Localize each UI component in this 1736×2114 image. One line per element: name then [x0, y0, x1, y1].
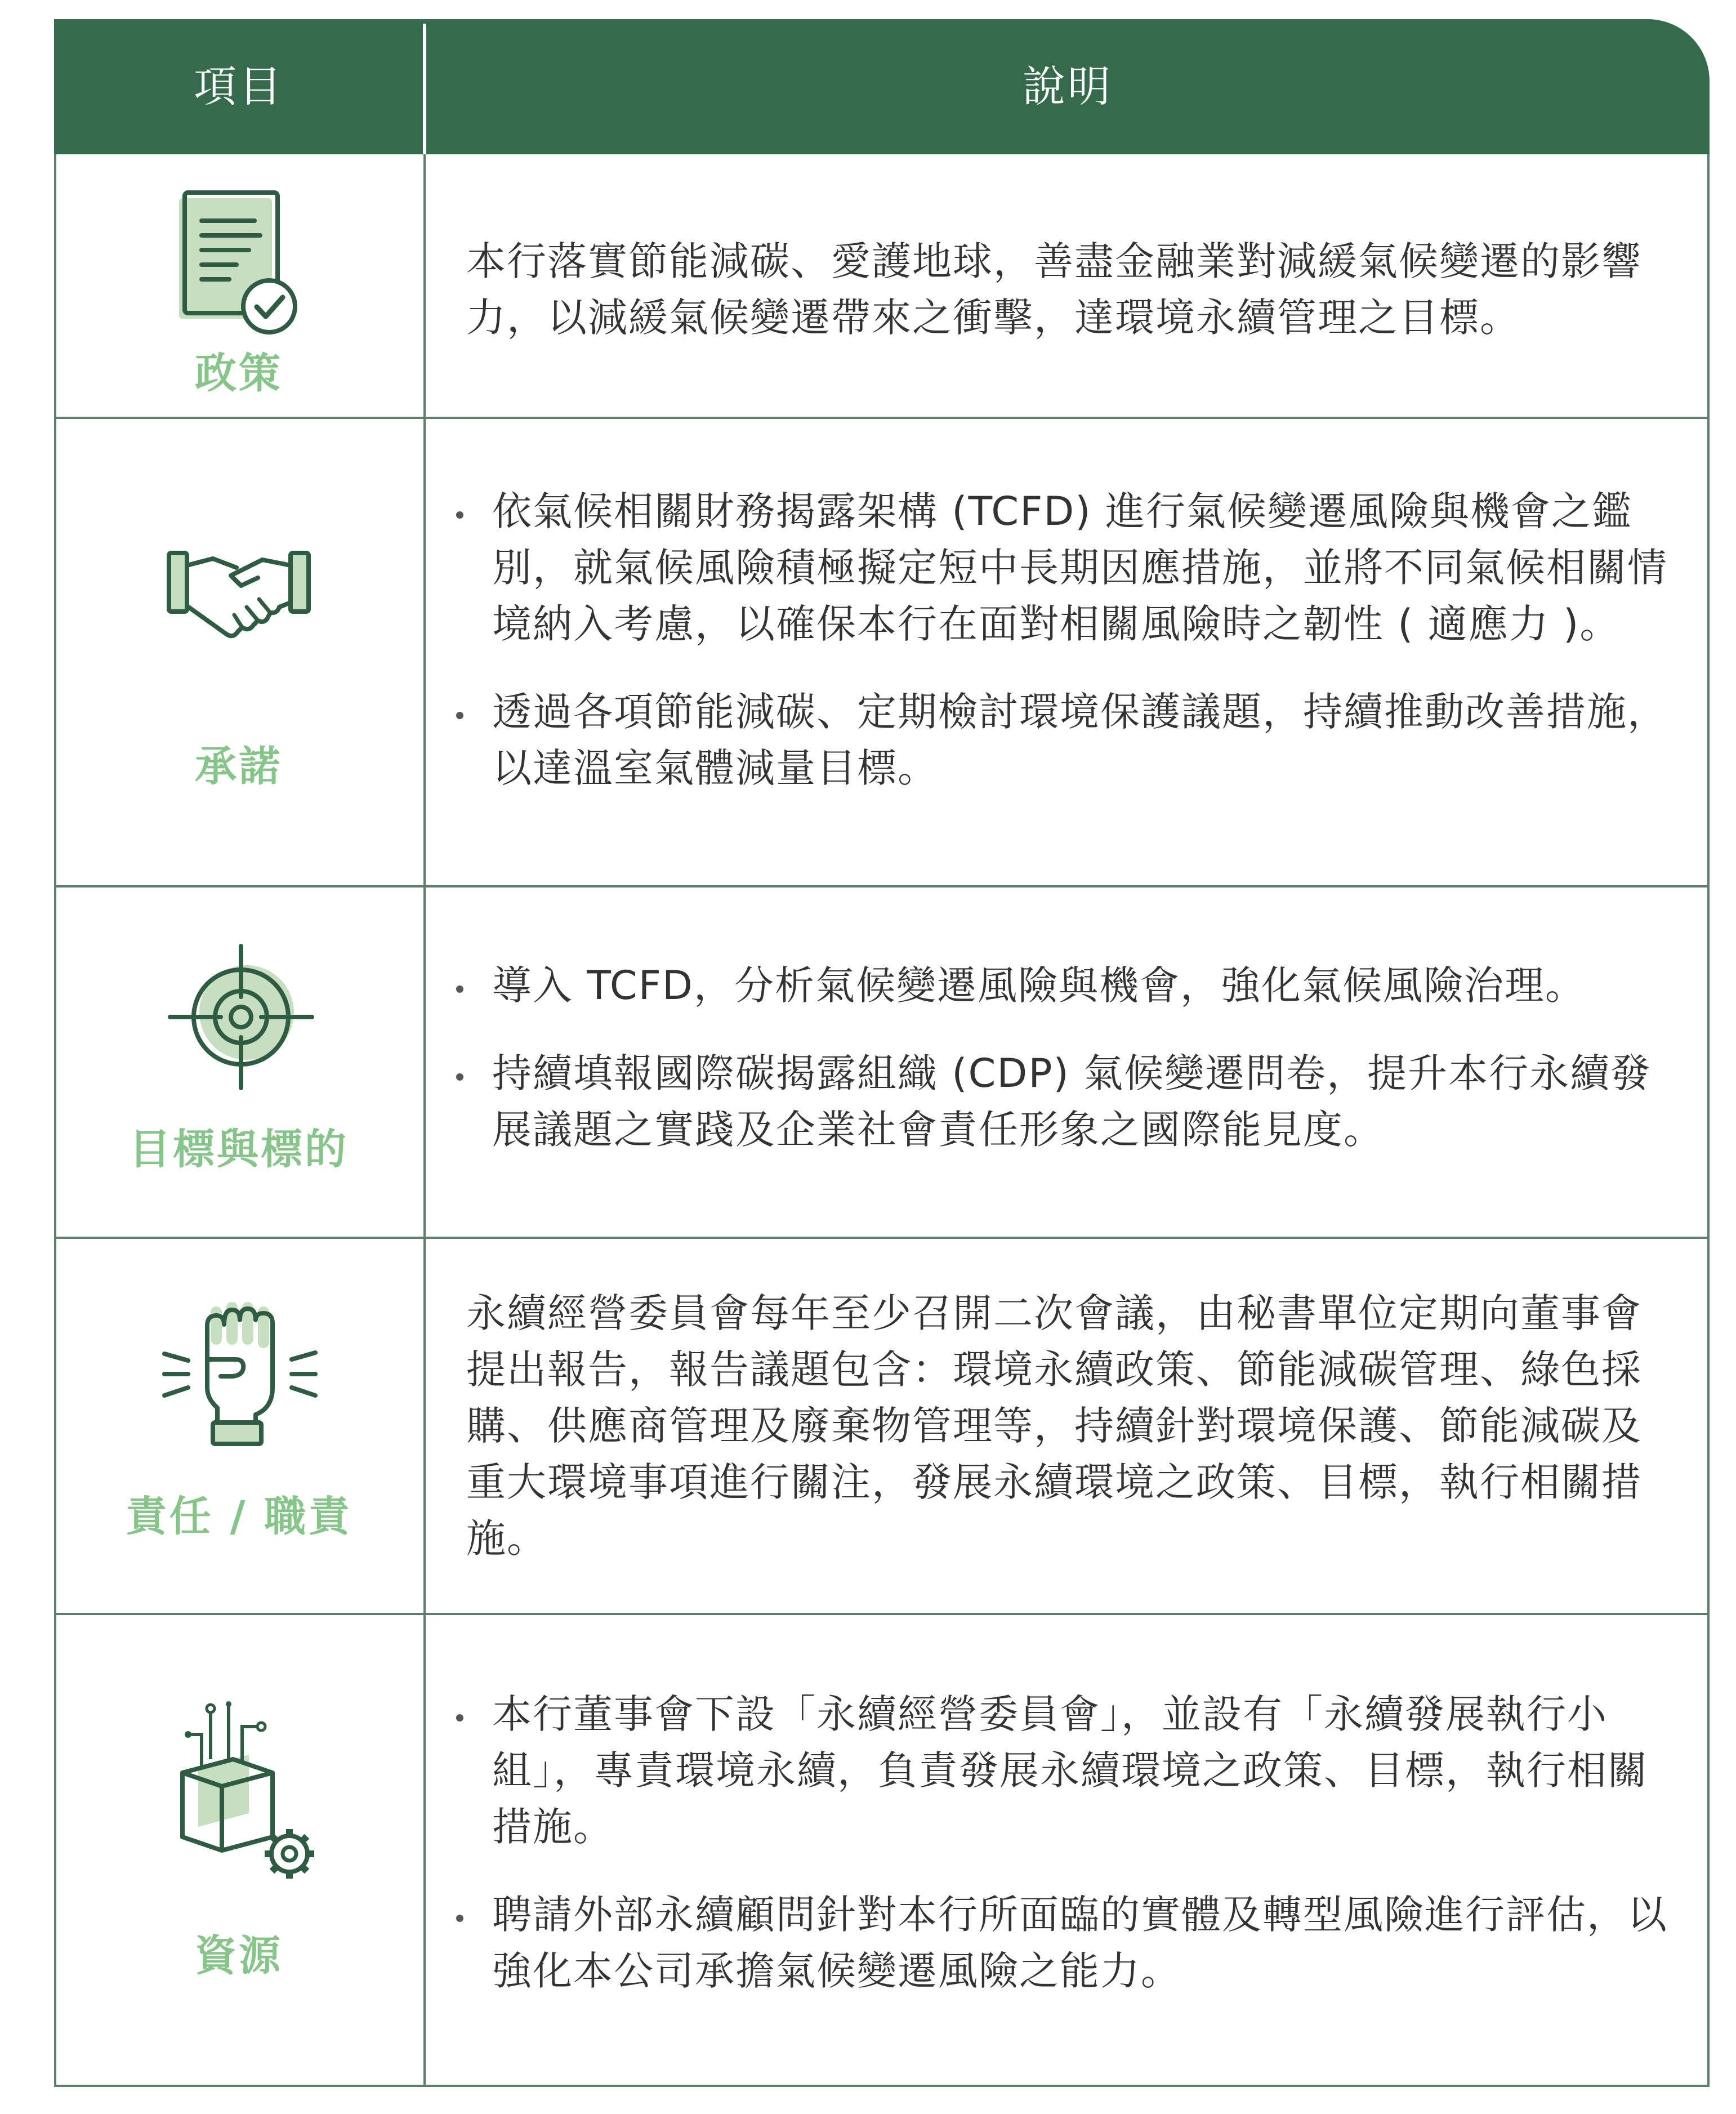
header-item: 項目	[194, 61, 284, 112]
bullet-dot	[456, 1073, 463, 1081]
bullet-text: 本行董事會下設「永續經營委員會」，並設有「永續發展執行小組」，專責環境永續，負責發展永續環境之政策、目標，執行相關措施。	[492, 1691, 1648, 1850]
bullet-dot	[456, 511, 463, 519]
row-label: 責任 / 職責	[125, 1492, 352, 1541]
list-item	[437, 1045, 1681, 1158]
header-description: 說明	[1023, 61, 1113, 112]
bullet-text: 聘請外部永續顧問針對本行所面臨的實體及轉型風險進行評估，以強化本公司承擔氣候變遷風險之能力。	[492, 1892, 1668, 1994]
list-item	[437, 684, 1681, 796]
row-label: 目標與標的	[129, 1125, 349, 1174]
row-description: 本行落實節能減碳、愛護地球，善盡金融業對減緩氣候變遷的影響力，以減緩氣候變遷帶來之衝擊，達環境永續管理之目標。	[466, 238, 1642, 341]
bullet-dot	[456, 1714, 463, 1721]
column-divider	[423, 154, 426, 2087]
row-divider	[54, 417, 1710, 419]
row-divider	[54, 885, 1710, 887]
list-item	[437, 1686, 1681, 1855]
row-label: 資源	[195, 1932, 283, 1980]
document-check-icon	[170, 177, 305, 346]
bullet-dot	[456, 712, 463, 719]
row-label: 承諾	[195, 742, 283, 791]
list-item	[437, 1886, 1681, 1999]
target-icon	[167, 943, 315, 1091]
bullet-list	[437, 957, 1681, 1158]
bullet-list	[437, 1686, 1681, 1999]
bullet-text: 持續填報國際碳揭露組織 (CDP) 氣候變遷問卷，提升本行永續發展議題之實踐及企業社會責任形象之國際能見度。	[492, 1050, 1652, 1153]
bullet-dot	[456, 985, 463, 993]
raised-fist-icon	[159, 1297, 322, 1450]
list-item	[437, 957, 1681, 1014]
list-item	[437, 483, 1681, 652]
bullet-text: 依氣候相關財務揭露架構 (TCFD) 進行氣候變遷風險與機會之鑑別，就氣候風險積極擬定短中長期因應措施，並將不同氣候相關情境納入考慮，以確保本行在面對相關風險時之韌性 ( 適應力 )。	[492, 488, 1668, 647]
bullet-text: 導入 TCFD，分析氣候變遷風險與機會，強化氣候風險治理。	[492, 962, 1586, 1009]
row-label: 政策	[195, 349, 283, 398]
row-description: 永續經營委員會每年至少召開二次會議，由秘書單位定期向董事會提出報告，報告議題包含：環境永續政策、節能減碳管理、綠色採購、供應商管理及廢棄物管理等，持續針對環境保護、節能減碳及重大環境事項進行關注，發展永續環境之政策、目標，執行相關措施。	[466, 1290, 1642, 1562]
bullet-dot	[456, 1915, 463, 1922]
bullet-list	[437, 483, 1681, 796]
row-divider	[54, 1237, 1710, 1239]
row-divider	[54, 1613, 1710, 1615]
bullet-text: 透過各項節能減碳、定期檢討環境保護議題，持續推動改善措施，以達溫室氣體減量目標。	[492, 689, 1668, 791]
handshake-icon	[159, 543, 319, 644]
policy-table	[54, 19, 1710, 2087]
box-gear-icon	[167, 1701, 324, 1886]
